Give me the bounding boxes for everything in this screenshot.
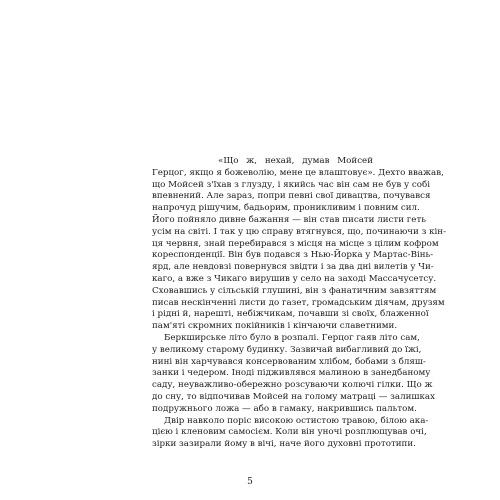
text-line: Сховавшись у сільській глушині, він з фанатичним завзяттям: [152, 285, 437, 296]
paragraph-1: [140, 156, 447, 333]
text-line: Його пойняло дивне бажання — він став писати листи геть: [152, 214, 426, 225]
body-text: [140, 156, 447, 451]
text-line: Беркширське літо було в розпалі. Герцог гаяв літо сам,: [164, 332, 420, 343]
text-line: каго, а вже з Чикаго вирушив у село на заході Массачусетсу.: [152, 273, 437, 284]
text-line: цією і кленовим самосієм. Коли він уночі розплющував очі,: [152, 427, 427, 438]
text-line: напрочуд рішучим, бадьорим, проникливим і повним сил.: [152, 203, 420, 214]
text-line: занки і чедером. Іноді підживлявся малиною в занедбаному: [152, 368, 431, 379]
text-line: саду, неуважливо-обережно розсуваючи колючі гілки. Що ж: [152, 380, 433, 391]
text-line: впевнений. Але зараз, попри певні свої дивацтва, почувався: [152, 191, 431, 202]
text-line: що Мойсей з'їхав з глузду, і якийсь час він сам не був у собі: [152, 179, 430, 190]
text-line: кореспонденції. Він був подався з Нью-Йорка у Мартас-Вінь-: [152, 250, 434, 261]
text-line: усім на світі. І так у цю справу втягнувся, що, починаючи з кін-: [152, 226, 447, 237]
text-line: ярд, але невдовзі повернувся звідти і за два дні вилетів у Чи-: [152, 262, 434, 273]
text-line: «Що ж, нехай, думав Мойсей: [218, 156, 373, 166]
text-line: нині він харчувався консервованим хлібом, бобами з бляш-: [152, 356, 426, 367]
text-line: у великому старому будинку. Зазвичай вибагливий до їжі,: [152, 344, 422, 355]
text-line: пам'яті скромних покійників і кінчаючи славетними.: [152, 321, 398, 332]
text-line: подружнього ложа — або в гамаку, накрившись пальтом.: [152, 403, 417, 414]
page-number: 5: [247, 477, 253, 487]
text-line: писав нескінченні листи до газет, громадським діячам, друзям: [152, 297, 445, 308]
text-line: Двір навколо поріс високою остистою травою, білою ака-: [164, 415, 429, 426]
text-line: Герцог, якщо я божеволію, мене це влаштовує». Дехто вважав,: [152, 167, 444, 178]
text-line: до сну, то відпочивав Мойсей на голому матраці — залишках: [152, 391, 435, 402]
text-line: зірки зазирали йому в вічі, наче його духовні прототипи.: [152, 439, 416, 450]
paragraph-2: [140, 332, 435, 416]
text-line: і рідні й, нарешті, небіжчикам, почавши зі своїх, блаженної: [152, 309, 429, 320]
text-line: ця червня, знай перебирався з місця на місце з цілим кофром: [152, 238, 439, 249]
paragraph-3: [140, 415, 429, 451]
